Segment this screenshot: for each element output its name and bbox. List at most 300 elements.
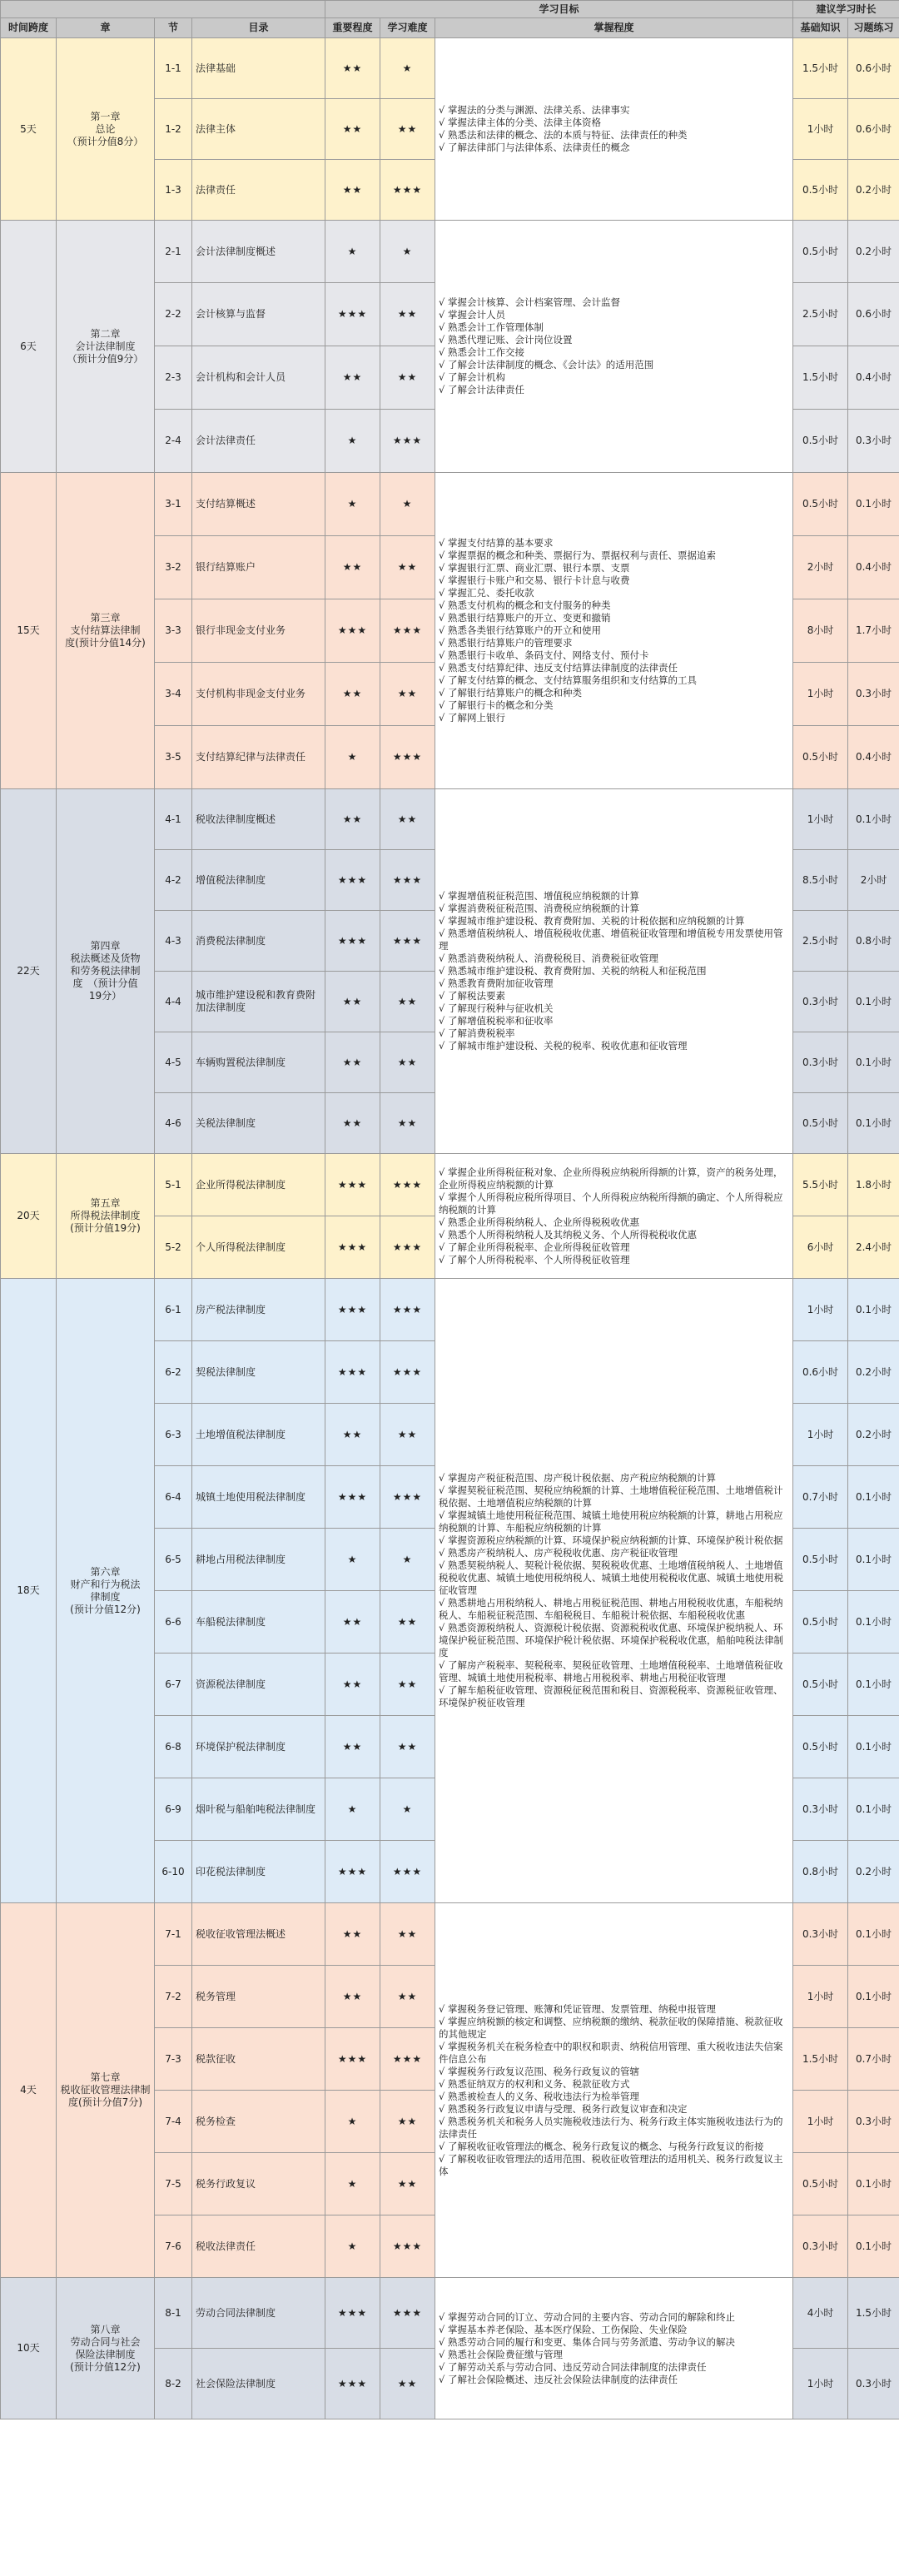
section-title: 城镇土地使用税法律制度: [192, 1466, 325, 1529]
col-difficulty: 学习难度: [380, 18, 435, 38]
base-time: 0.5小时: [793, 221, 848, 283]
section-title: 烟叶税与船舶吨税法律制度: [192, 1778, 325, 1841]
base-time: 1小时: [793, 1966, 848, 2028]
mastery-item: √ 了解支付结算的概念、支付结算服务组织和支付结算的工具: [439, 674, 697, 686]
mastery-item: √ 了解税法要素: [439, 990, 505, 1002]
exercise-time: 0.1小时: [848, 1903, 899, 1966]
table-row: [1, 2278, 899, 2349]
mastery-item: √ 了解税收征收管理法的适用范围、税收征收管理法的适用机关、税务行政复议主体: [439, 2152, 783, 2177]
section-no: 7-4: [155, 2091, 192, 2153]
difficulty-stars: ★★: [380, 972, 435, 1032]
col-mastery: 掌握程度: [435, 18, 793, 38]
base-time: 2.5小时: [793, 283, 848, 346]
difficulty-stars: ★★: [380, 283, 435, 346]
section-title: 企业所得税法律制度: [192, 1154, 325, 1216]
mastery-cell: [435, 789, 793, 1154]
difficulty-stars: ★★: [380, 1716, 435, 1778]
mastery-item: √ 熟悉会计工作交接: [439, 346, 524, 358]
section-no: 7-5: [155, 2153, 192, 2215]
section-no: 4-1: [155, 789, 192, 850]
difficulty-stars: ★: [380, 221, 435, 283]
exercise-time: 0.1小时: [848, 1032, 899, 1093]
base-time: 1小时: [793, 789, 848, 850]
exercise-time: 0.1小时: [848, 1966, 899, 2028]
col-exercise-time: 习题练习: [848, 18, 899, 38]
section-title: 税收法律责任: [192, 2215, 325, 2278]
difficulty-stars: ★★: [380, 346, 435, 410]
col-days: 时间跨度: [1, 18, 57, 38]
mastery-item: √ 了解房产税税率、契税税率、契税征收管理、土地增值税税率、土地增值税征收管理、城镇土地使用税税率、耕地占用税税率、耕地占用税征收管理: [439, 1659, 783, 1683]
difficulty-stars: ★★★: [380, 599, 435, 663]
section-no: 7-6: [155, 2215, 192, 2278]
section-title: 资源税法律制度: [192, 1654, 325, 1716]
importance-stars: ★: [325, 2153, 380, 2215]
section-title: 税务行政复议: [192, 2153, 325, 2215]
importance-stars: ★★★: [325, 1154, 380, 1216]
exercise-time: 0.1小时: [848, 2215, 899, 2278]
importance-stars: ★★★: [325, 1841, 380, 1903]
difficulty-stars: ★★★: [380, 1341, 435, 1404]
table-row: [1, 1903, 899, 1966]
mastery-item: √ 掌握个人所得税应税所得项目、个人所得税应纳税所得额的确定、个人所得税应纳税额的计算: [439, 1191, 783, 1216]
exercise-time: 0.4小时: [848, 346, 899, 410]
section-no: 7-1: [155, 1903, 192, 1966]
col-section: 节: [155, 18, 192, 38]
section-no: 1-1: [155, 38, 192, 99]
base-time: 0.5小时: [793, 1591, 848, 1654]
difficulty-stars: ★★: [380, 1591, 435, 1654]
difficulty-stars: ★★: [380, 2349, 435, 2419]
difficulty-stars: ★★: [380, 536, 435, 599]
exercise-time: 0.1小时: [848, 1591, 899, 1654]
mastery-item: √ 了解增值税税率和征收率: [439, 1015, 554, 1027]
section-title: 法律基础: [192, 38, 325, 99]
base-time: 1小时: [793, 1404, 848, 1466]
mastery-item: √ 熟悉社会保险费征缴与管理: [439, 2348, 563, 2360]
section-title: 车辆购置税法律制度: [192, 1032, 325, 1093]
mastery-cell: [435, 1154, 793, 1279]
exercise-time: 0.1小时: [848, 1279, 899, 1341]
mastery-item: √ 掌握城镇土地使用税征税范围、城镇土地使用税应纳税额的计算，耕地占用税应纳税额的计算、车船税应纳税额的计算: [439, 1509, 783, 1534]
days-cell: 5天: [1, 38, 57, 221]
difficulty-stars: ★★: [380, 99, 435, 160]
section-no: 6-10: [155, 1841, 192, 1903]
section-no: 6-6: [155, 1591, 192, 1654]
exercise-time: 0.2小时: [848, 1341, 899, 1404]
exercise-time: 0.3小时: [848, 663, 899, 726]
section-title: 支付结算概述: [192, 473, 325, 536]
mastery-cell: [435, 473, 793, 789]
section-title: 法律责任: [192, 160, 325, 221]
mastery-item: √ 熟悉银行结算账户的开立、变更和撤销: [439, 612, 611, 624]
base-time: 0.8小时: [793, 1841, 848, 1903]
section-title: 契税法律制度: [192, 1341, 325, 1404]
base-time: 1小时: [793, 2349, 848, 2419]
mastery-item: √ 熟悉会计工作管理体制: [439, 321, 544, 333]
section-title: 税务检查: [192, 2091, 325, 2153]
mastery-cell: [435, 1279, 793, 1903]
mastery-cell: [435, 38, 793, 221]
importance-stars: ★★★: [325, 911, 380, 972]
importance-stars: ★★★: [325, 599, 380, 663]
col-base-time: 基础知识: [793, 18, 848, 38]
header-goal: 学习目标: [325, 1, 793, 18]
section-no: 4-6: [155, 1093, 192, 1154]
importance-stars: ★★: [325, 1716, 380, 1778]
base-time: 2小时: [793, 536, 848, 599]
mastery-item: √ 掌握基本养老保险、基本医疗保险、工伤保险、失业保险: [439, 2323, 688, 2335]
exercise-time: 0.1小时: [848, 1466, 899, 1529]
difficulty-stars: ★★: [380, 1903, 435, 1966]
mastery-item: √ 熟悉耕地占用税纳税人、耕地占用税征税范围、耕地占用税税收优惠，车船税纳税人、车船税征税范围、车船税税目、车船税计税依据、车船税税收优惠: [439, 1597, 783, 1621]
exercise-time: 0.3小时: [848, 2091, 899, 2153]
mastery-item: √ 了解城市维护建设税、关税的税率、税收优惠和征收管理: [439, 1040, 688, 1052]
table-row: [1, 221, 899, 283]
exercise-time: 0.8小时: [848, 911, 899, 972]
mastery-item: √ 掌握支付结算的基本要求: [439, 537, 554, 549]
section-title: 银行非现金支付业务: [192, 599, 325, 663]
difficulty-stars: ★★★: [380, 1279, 435, 1341]
base-time: 0.6小时: [793, 1341, 848, 1404]
mastery-item: √ 了解个人所得税税率、个人所得税征收管理: [439, 1253, 630, 1266]
section-no: 3-5: [155, 726, 192, 789]
section-no: 5-2: [155, 1216, 192, 1279]
difficulty-stars: ★★: [380, 789, 435, 850]
section-no: 7-3: [155, 2028, 192, 2091]
section-title: 支付结算纪律与法律责任: [192, 726, 325, 789]
difficulty-stars: ★★★: [380, 726, 435, 789]
importance-stars: ★★★: [325, 2278, 380, 2349]
base-time: 0.5小时: [793, 726, 848, 789]
section-title: 关税法律制度: [192, 1093, 325, 1154]
section-title: 税务管理: [192, 1966, 325, 2028]
table-row: [1, 38, 899, 99]
difficulty-stars: ★★: [380, 1404, 435, 1466]
mastery-item: √ 熟悉税务机关和税务人员实施税收违法行为、税务行政主体实施税收违法行为的法律责任: [439, 2115, 783, 2140]
section-title: 增值税法律制度: [192, 850, 325, 911]
section-title: 税收法律制度概述: [192, 789, 325, 850]
mastery-item: √ 了解企业所得税税率、企业所得税征收管理: [439, 1241, 630, 1253]
mastery-item: √ 熟悉支付结算纪律、违反支付结算法律制度的法律责任: [439, 662, 678, 674]
chapter-cell: 第七章 税收征收管理法律制 度(预计分值7分): [57, 1903, 155, 2278]
section-no: 4-2: [155, 850, 192, 911]
importance-stars: ★★: [325, 1093, 380, 1154]
importance-stars: ★★★: [325, 1341, 380, 1404]
section-no: 8-2: [155, 2349, 192, 2419]
section-no: 6-4: [155, 1466, 192, 1529]
difficulty-stars: ★★★: [380, 911, 435, 972]
importance-stars: ★★: [325, 536, 380, 599]
mastery-item: √ 熟悉银行卡收单、条码支付、网络支付、预付卡: [439, 649, 649, 661]
base-time: 2.5小时: [793, 911, 848, 972]
mastery-item: √ 了解社会保险概述、违反社会保险法律制度的法律责任: [439, 2373, 678, 2385]
mastery-list: [439, 2311, 789, 2386]
chapter-cell: 第五章 所得税法律制度 (预计分值19分): [57, 1154, 155, 1279]
mastery-item: √ 掌握银行汇票、商业汇票、银行本票、支票: [439, 562, 630, 574]
mastery-item: √ 熟悉各类银行结算账户的开立和使用: [439, 624, 601, 636]
exercise-time: 0.1小时: [848, 1529, 899, 1591]
importance-stars: ★: [325, 2215, 380, 2278]
difficulty-stars: ★★★: [380, 2215, 435, 2278]
importance-stars: ★★: [325, 1404, 380, 1466]
section-title: 土地增值税法律制度: [192, 1404, 325, 1466]
chapter-cell: 第一章 总论 （预计分值8分）: [57, 38, 155, 221]
mastery-item: √ 掌握增值税征税范围、增值税应纳税额的计算: [439, 890, 639, 902]
mastery-list: [439, 104, 789, 154]
mastery-item: √ 熟悉法和法律的概念、法的本质与特征、法律责任的种类: [439, 129, 688, 141]
days-cell: 10天: [1, 2278, 57, 2419]
base-time: 1小时: [793, 2091, 848, 2153]
section-title: 会计机构和会计人员: [192, 346, 325, 410]
mastery-item: √ 掌握票据的概念和种类、票据行为、票据权利与责任、票据追索: [439, 550, 716, 561]
mastery-item: √ 了解税收征收管理法的概念、税务行政复议的概念、与税务行政复议的衔接: [439, 2140, 764, 2152]
mastery-item: √ 了解法律部门与法律体系、法律责任的概念: [439, 142, 630, 153]
table-row: [1, 789, 899, 850]
section-no: 5-1: [155, 1154, 192, 1216]
difficulty-stars: ★: [380, 473, 435, 536]
section-no: 6-8: [155, 1716, 192, 1778]
section-title: 银行结算账户: [192, 536, 325, 599]
mastery-item: √ 了解现行税种与征收机关: [439, 1002, 554, 1014]
difficulty-stars: ★★★: [380, 2028, 435, 2091]
base-time: 0.5小时: [793, 160, 848, 221]
importance-stars: ★: [325, 1778, 380, 1841]
mastery-item: √ 掌握资源税应纳税额的计算、环境保护税应纳税额的计算、环境保护税计税依据: [439, 1534, 783, 1546]
days-cell: 6天: [1, 221, 57, 473]
section-no: 8-1: [155, 2278, 192, 2349]
importance-stars: ★★: [325, 99, 380, 160]
exercise-time: 2.4小时: [848, 1216, 899, 1279]
section-no: 6-5: [155, 1529, 192, 1591]
exercise-time: 0.1小时: [848, 1778, 899, 1841]
difficulty-stars: ★★: [380, 663, 435, 726]
section-no: 1-3: [155, 160, 192, 221]
mastery-item: √ 熟悉企业所得税纳税人、企业所得税税收优惠: [439, 1216, 639, 1228]
difficulty-stars: ★★: [380, 1032, 435, 1093]
mastery-item: √ 熟悉增值税纳税人、增值税税收优惠、增值税征收管理和增值税专用发票使用管理: [439, 927, 783, 952]
mastery-list: [439, 2003, 789, 2178]
mastery-item: √ 掌握汇兑、委托收款: [439, 587, 534, 599]
exercise-time: 0.1小时: [848, 473, 899, 536]
section-no: 4-5: [155, 1032, 192, 1093]
header-suggest: 建议学习时长: [793, 1, 899, 18]
base-time: 0.5小时: [793, 1654, 848, 1716]
section-no: 2-3: [155, 346, 192, 410]
days-cell: 20天: [1, 1154, 57, 1279]
base-time: 0.3小时: [793, 1032, 848, 1093]
base-time: 8.5小时: [793, 850, 848, 911]
section-no: 7-2: [155, 1966, 192, 2028]
base-time: 1.5小时: [793, 2028, 848, 2091]
mastery-item: √ 掌握契税征税范围、契税应纳税额的计算、土地增值税征税范围、土地增值税计税依据、土地增值税应纳税额的计算: [439, 1484, 783, 1509]
difficulty-stars: ★★★: [380, 1841, 435, 1903]
base-time: 0.5小时: [793, 2153, 848, 2215]
importance-stars: ★★: [325, 346, 380, 410]
mastery-item: √ 掌握税务登记管理、账簿和凭证管理、发票管理、纳税申报管理: [439, 2002, 716, 2015]
exercise-time: 0.6小时: [848, 38, 899, 99]
mastery-item: √ 掌握会计核算、会计档案管理、会计监督: [439, 296, 620, 308]
section-no: 2-4: [155, 410, 192, 473]
importance-stars: ★: [325, 473, 380, 536]
base-time: 0.3小时: [793, 2215, 848, 2278]
mastery-item: √ 熟悉消费税纳税人、消费税税目、消费税征收管理: [439, 952, 658, 964]
difficulty-stars: ★★★: [380, 1216, 435, 1279]
exercise-time: 0.7小时: [848, 2028, 899, 2091]
mastery-item: √ 掌握法的分类与渊源、法律关系、法律事实: [439, 104, 630, 116]
section-title: 税款征收: [192, 2028, 325, 2091]
mastery-item: √ 掌握税务机关在税务检查中的职权和职责、纳税信用管理、重大税收违法失信案件信息公布: [439, 2040, 783, 2065]
mastery-item: √ 掌握会计人员: [439, 309, 505, 321]
section-title: 印花税法律制度: [192, 1841, 325, 1903]
importance-stars: ★★★: [325, 1216, 380, 1279]
base-time: 8小时: [793, 599, 848, 663]
section-no: 1-2: [155, 99, 192, 160]
importance-stars: ★★: [325, 38, 380, 99]
section-title: 法律主体: [192, 99, 325, 160]
difficulty-stars: ★★★: [380, 1466, 435, 1529]
section-title: 车船税法律制度: [192, 1591, 325, 1654]
section-no: 3-2: [155, 536, 192, 599]
exercise-time: 1.7小时: [848, 599, 899, 663]
mastery-item: √ 掌握房产税征税范围、房产税计税依据、房产税应纳税额的计算: [439, 1472, 716, 1484]
importance-stars: ★★★: [325, 2349, 380, 2419]
base-time: 0.3小时: [793, 1903, 848, 1966]
importance-stars: ★★★: [325, 283, 380, 346]
exercise-time: 2小时: [848, 850, 899, 911]
mastery-item: √ 熟悉代理记账、会计岗位设置: [439, 334, 573, 346]
base-time: 0.5小时: [793, 1093, 848, 1154]
col-chapter: 章: [57, 18, 155, 38]
difficulty-stars: ★★★: [380, 850, 435, 911]
days-cell: 22天: [1, 789, 57, 1154]
section-no: 2-1: [155, 221, 192, 283]
table-row: [1, 1154, 899, 1216]
exercise-time: 0.4小时: [848, 726, 899, 789]
chapter-cell: 第四章 税法概述及货物 和劳务税法律制 度 （预计分值 19分）: [57, 789, 155, 1154]
mastery-item: √ 了解网上银行: [439, 712, 505, 724]
days-cell: 4天: [1, 1903, 57, 2278]
exercise-time: 0.1小时: [848, 972, 899, 1032]
difficulty-stars: ★★★: [380, 160, 435, 221]
base-time: 5.5小时: [793, 1154, 848, 1216]
section-title: 会计法律制度概述: [192, 221, 325, 283]
importance-stars: ★★: [325, 663, 380, 726]
exercise-time: 0.1小时: [848, 1716, 899, 1778]
mastery-item: √ 了解消费税税率: [439, 1027, 515, 1039]
mastery-list: [439, 890, 789, 1052]
exercise-time: 1.8小时: [848, 1154, 899, 1216]
exercise-time: 0.2小时: [848, 160, 899, 221]
mastery-item: √ 熟悉契税纳税人、契税计税依据、契税税收优惠、土地增值税纳税人、土地增值税税收优惠、城镇土地使用税纳税人、城镇土地使用税税收优惠、城镇土地使用税征收管理: [439, 1559, 783, 1596]
mastery-list: [439, 296, 789, 396]
chapter-cell: 第二章 会计法律制度 （预计分值9分）: [57, 221, 155, 473]
difficulty-stars: ★★: [380, 1093, 435, 1154]
mastery-item: √ 了解会计法律制度的概念、《会计法》的适用范围: [439, 359, 654, 370]
base-time: 0.3小时: [793, 1778, 848, 1841]
section-title: 会计核算与监督: [192, 283, 325, 346]
mastery-item: √ 了解银行卡的概念和分类: [439, 699, 554, 711]
header-top-row: [1, 1, 899, 18]
section-title: 耕地占用税法律制度: [192, 1529, 325, 1591]
chapter-cell: 第六章 财产和行为税法 律制度 (预计分值12分): [57, 1279, 155, 1903]
section-title: 城市维护建设税和教育费附加法律制度: [192, 972, 325, 1032]
section-title: 房产税法律制度: [192, 1279, 325, 1341]
importance-stars: ★: [325, 221, 380, 283]
base-time: 1小时: [793, 99, 848, 160]
base-time: 1.5小时: [793, 346, 848, 410]
mastery-item: √ 掌握企业所得税征税对象、企业所得税应纳税所得额的计算，资产的税务处理，企业所得税应纳税额的计算: [439, 1166, 783, 1191]
section-no: 6-3: [155, 1404, 192, 1466]
difficulty-stars: ★★: [380, 1966, 435, 2028]
section-title: 劳动合同法律制度: [192, 2278, 325, 2349]
mastery-item: √ 熟悉城市维护建设税、教育费附加、关税的纳税人和征税范围: [439, 965, 707, 977]
exercise-time: 0.3小时: [848, 2349, 899, 2419]
section-title: 消费税法律制度: [192, 911, 325, 972]
importance-stars: ★★: [325, 789, 380, 850]
section-no: 6-1: [155, 1279, 192, 1341]
importance-stars: ★: [325, 2091, 380, 2153]
base-time: 4小时: [793, 2278, 848, 2349]
table-row: [1, 473, 899, 536]
exercise-time: 0.4小时: [848, 536, 899, 599]
difficulty-stars: ★★: [380, 2153, 435, 2215]
difficulty-stars: ★: [380, 1778, 435, 1841]
mastery-item: √ 了解车船税征收管理、资源税征税范围和税目、资源税税率、资源税征收管理、环境保护税征收管理: [439, 1684, 783, 1708]
importance-stars: ★★: [325, 1032, 380, 1093]
mastery-item: √ 掌握应纳税额的核定和调整、应纳税额的缴纳、税款征收的保障措施、税款征收的其他规定: [439, 2015, 783, 2040]
importance-stars: ★★★: [325, 850, 380, 911]
importance-stars: ★★: [325, 160, 380, 221]
importance-stars: ★★: [325, 1903, 380, 1966]
mastery-cell: [435, 1903, 793, 2278]
mastery-cell: [435, 221, 793, 473]
exercise-time: 0.2小时: [848, 221, 899, 283]
base-time: 1小时: [793, 663, 848, 726]
mastery-item: √ 熟悉被检查人的义务、税收违法行为检举管理: [439, 2090, 639, 2102]
importance-stars: ★: [325, 726, 380, 789]
mastery-item: √ 了解会计法律责任: [439, 384, 524, 395]
mastery-item: √ 熟悉银行结算账户的管理要求: [439, 637, 573, 649]
importance-stars: ★★★: [325, 1279, 380, 1341]
difficulty-stars: ★: [380, 38, 435, 99]
mastery-item: √ 掌握法律主体的分类、法律主体资格: [439, 117, 601, 128]
section-no: 4-3: [155, 911, 192, 972]
mastery-list: [439, 537, 789, 724]
section-title: 环境保护税法律制度: [192, 1716, 325, 1778]
exercise-time: 0.6小时: [848, 283, 899, 346]
base-time: 0.5小时: [793, 473, 848, 536]
section-no: 2-2: [155, 283, 192, 346]
base-time: 0.7小时: [793, 1466, 848, 1529]
base-time: 0.5小时: [793, 410, 848, 473]
table-row: [1, 1279, 899, 1341]
importance-stars: ★★: [325, 1654, 380, 1716]
importance-stars: ★★: [325, 1591, 380, 1654]
section-title: 支付机构非现金支付业务: [192, 663, 325, 726]
section-no: 6-9: [155, 1778, 192, 1841]
exercise-time: 0.3小时: [848, 410, 899, 473]
importance-stars: ★: [325, 410, 380, 473]
mastery-item: √ 熟悉劳动合同的履行和变更、集体合同与劳务派遣、劳动争议的解决: [439, 2335, 735, 2348]
section-no: 3-1: [155, 473, 192, 536]
mastery-item: √ 掌握城市维护建设税、教育费附加、关税的计税依据和应纳税额的计算: [439, 915, 745, 927]
exercise-time: 0.2小时: [848, 1841, 899, 1903]
mastery-item: √ 熟悉税务行政复议申请与受理、税务行政复议审查和决定: [439, 2102, 688, 2115]
header-cols-row: [1, 18, 899, 38]
importance-stars: ★★★: [325, 2028, 380, 2091]
mastery-cell: [435, 2278, 793, 2419]
base-time: 0.5小时: [793, 1716, 848, 1778]
